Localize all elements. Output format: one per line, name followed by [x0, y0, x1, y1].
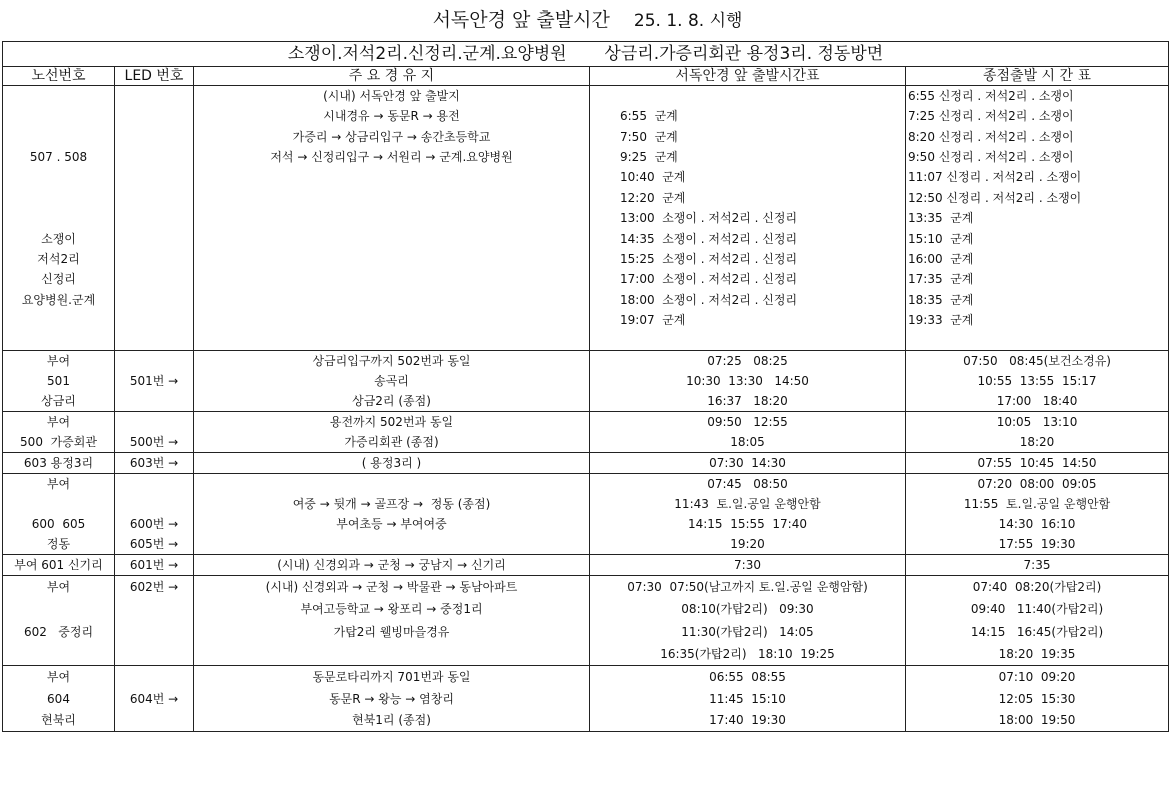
departure-cell: 7:30 — [590, 555, 906, 576]
led-cell — [115, 86, 194, 107]
terminal-cell: 07:50 08:45(보건소경유) — [906, 351, 1169, 372]
via-cell: 가증리 → 상금리입구 → 송간초등학교 — [194, 126, 590, 146]
route-cell: 501 — [3, 371, 115, 391]
page-title — [0, 8, 1175, 33]
rows-604 — [3, 666, 1169, 732]
route-cell: 현북리 — [3, 710, 115, 732]
header-row — [3, 67, 1169, 86]
table-row — [3, 534, 1169, 555]
table-row — [3, 167, 1169, 187]
departure-cell: 08:10(가탑2리) 09:30 — [590, 598, 906, 621]
departure-cell: 07:25 08:25 — [590, 351, 906, 372]
terminal-cell: 11:55 토.일.공일 운행안함 — [906, 494, 1169, 514]
departure-cell: 19:07 군계 — [590, 310, 906, 330]
led-cell — [115, 126, 194, 146]
departure-cell: 17:00 소쟁이 . 저석2리 . 신정리 — [590, 269, 906, 289]
terminal-cell: 10:55 13:55 15:17 — [906, 371, 1169, 391]
departure-cell: 16:35(가탑2리) 18:10 19:25 — [590, 643, 906, 666]
via-cell — [194, 249, 590, 269]
route-cell: 신정리 — [3, 269, 115, 289]
via-cell: ( 용정3리 ) — [194, 453, 590, 474]
led-cell — [115, 269, 194, 289]
departure-cell: 18:00 소쟁이 . 저석2리 . 신정리 — [590, 290, 906, 310]
via-cell: 동문R → 왕능 → 염창리 — [194, 688, 590, 710]
table-row — [3, 228, 1169, 248]
rows-500 — [3, 412, 1169, 453]
departure-cell: 07:45 08:50 — [590, 474, 906, 495]
table-row — [3, 310, 1169, 330]
terminal-cell: 8:20 신정리 . 저석2리 . 소쟁이 — [906, 126, 1169, 146]
header-terminal-times: 종점출발 시 간 표 — [906, 67, 1169, 86]
table-row — [3, 710, 1169, 732]
terminal-cell: 14:15 16:45(가탑2리) — [906, 621, 1169, 644]
via-cell: 상금2리 (종점) — [194, 391, 590, 412]
rows-501 — [3, 351, 1169, 412]
table-row — [3, 666, 1169, 688]
departure-cell — [590, 86, 906, 107]
route-cell: 정동 — [3, 534, 115, 555]
route-cell — [3, 126, 115, 146]
via-cell — [194, 474, 590, 495]
table-row — [3, 106, 1169, 126]
via-cell — [194, 310, 590, 330]
header-departure-times: 서독안경 앞 출발시간표 — [590, 67, 906, 86]
header-led-number: LED 번호 — [115, 67, 194, 86]
led-cell — [115, 188, 194, 208]
led-cell: 604번 → — [115, 688, 194, 710]
terminal-cell: 07:10 09:20 — [906, 666, 1169, 688]
route-cell: 부여 601 신기리 — [3, 555, 115, 576]
header-route-number: 노선번호 — [3, 67, 115, 86]
departure-cell: 07:30 07:50(남고까지 토.일.공일 운행암함) — [590, 576, 906, 599]
departure-cell: 10:30 13:30 14:50 — [590, 371, 906, 391]
led-cell — [115, 643, 194, 666]
terminal-cell: 18:20 — [906, 432, 1169, 453]
terminal-cell: 17:35 군계 — [906, 269, 1169, 289]
via-cell: (시내) 신경외과 → 군청 → 박물관 → 동남아파트 — [194, 576, 590, 599]
via-cell: 부여고등학교 → 왕포리 → 중정1리 — [194, 598, 590, 621]
route-cell: 부여 — [3, 412, 115, 433]
via-cell: 시내경유 → 동문R → 용전 — [194, 106, 590, 126]
terminal-cell: 09:40 11:40(가탑2리) — [906, 598, 1169, 621]
via-cell — [194, 534, 590, 555]
terminal-cell: 7:35 — [906, 555, 1169, 576]
terminal-cell: 18:20 19:35 — [906, 643, 1169, 666]
led-cell — [115, 666, 194, 688]
table-row — [3, 453, 1169, 474]
table-row — [3, 598, 1169, 621]
led-cell: 501번 → — [115, 371, 194, 391]
terminal-cell: 07:20 08:00 09:05 — [906, 474, 1169, 495]
direction-title: 소쟁이.저석2리.신정리.군계.요양병원 상금리.가증리회관 용정3리. 정동방면 — [3, 42, 1169, 67]
table-row — [3, 371, 1169, 391]
departure-cell: 19:20 — [590, 534, 906, 555]
rows-602 — [3, 576, 1169, 666]
departure-cell: 09:50 12:55 — [590, 412, 906, 433]
terminal-cell: 18:35 군계 — [906, 290, 1169, 310]
table-row — [3, 621, 1169, 644]
terminal-cell: 6:55 신정리 . 저석2리 . 소쟁이 — [906, 86, 1169, 107]
led-cell: 605번 → — [115, 534, 194, 555]
via-cell — [194, 228, 590, 248]
terminal-cell: 17:55 19:30 — [906, 534, 1169, 555]
terminal-cell: 19:33 군계 — [906, 310, 1169, 330]
effective-date: 25. 1. 8. 시행 — [633, 11, 743, 31]
led-cell — [115, 208, 194, 228]
via-cell — [194, 188, 590, 208]
terminal-cell: 10:05 13:10 — [906, 412, 1169, 433]
route-cell — [3, 643, 115, 666]
route-cell: 부여 — [3, 666, 115, 688]
via-cell: 용전까지 502번과 동일 — [194, 412, 590, 433]
via-cell: 현북1리 (종점) — [194, 710, 590, 732]
table-row — [3, 188, 1169, 208]
departure-cell: 9:25 군계 — [590, 147, 906, 167]
rows-507 — [3, 86, 1169, 351]
table-row — [3, 249, 1169, 269]
via-cell: 상금리입구까지 502번과 동일 — [194, 351, 590, 372]
route-cell — [3, 208, 115, 228]
route-cell: 소쟁이 — [3, 228, 115, 248]
via-cell: 동문로타리까지 701번과 동일 — [194, 666, 590, 688]
route-cell: 저석2리 — [3, 249, 115, 269]
via-cell: 저석 → 신정리입구 → 서원리 → 군계.요양병원 — [194, 147, 590, 167]
table-row — [3, 494, 1169, 514]
departure-cell: 13:00 소쟁이 . 저석2리 . 신정리 — [590, 208, 906, 228]
led-cell — [115, 249, 194, 269]
via-cell — [194, 269, 590, 289]
table-row — [3, 412, 1169, 433]
table-row — [3, 351, 1169, 372]
departure-cell: 16:37 18:20 — [590, 391, 906, 412]
via-cell: 가탑2리 웰빙마을경유 — [194, 621, 590, 644]
led-cell — [115, 621, 194, 644]
departure-cell: 6:55 군계 — [590, 106, 906, 126]
led-cell — [115, 330, 194, 350]
departure-cell: 17:40 19:30 — [590, 710, 906, 732]
route-cell: 602 중정리 — [3, 621, 115, 644]
departure-cell: 11:43 토.일.공일 운행안함 — [590, 494, 906, 514]
terminal-cell: 9:50 신정리 . 저석2리 . 소쟁이 — [906, 147, 1169, 167]
route-cell: 604 — [3, 688, 115, 710]
terminal-cell: 14:30 16:10 — [906, 514, 1169, 534]
via-cell — [194, 330, 590, 350]
route-cell: 부여 — [3, 576, 115, 599]
terminal-cell: 07:40 08:20(가탑2리) — [906, 576, 1169, 599]
led-cell — [115, 391, 194, 412]
route-cell — [3, 86, 115, 107]
table-row — [3, 432, 1169, 453]
departure-cell: 14:35 소쟁이 . 저석2리 . 신정리 — [590, 228, 906, 248]
led-cell — [115, 494, 194, 514]
led-cell — [115, 228, 194, 248]
led-cell — [115, 598, 194, 621]
route-cell: 500 가증회관 — [3, 432, 115, 453]
departure-cell: 10:40 군계 — [590, 167, 906, 187]
departure-cell: 18:05 — [590, 432, 906, 453]
via-cell: 부여초등 → 부여여중 — [194, 514, 590, 534]
table-row — [3, 391, 1169, 412]
departure-cell: 14:15 15:55 17:40 — [590, 514, 906, 534]
departure-cell: 11:30(가탑2리) 14:05 — [590, 621, 906, 644]
route-cell: 상금리 — [3, 391, 115, 412]
route-cell — [3, 310, 115, 330]
rows-600 — [3, 474, 1169, 555]
route-cell: 603 용정3리 — [3, 453, 115, 474]
table-row — [3, 555, 1169, 576]
table-row — [3, 688, 1169, 710]
table-row — [3, 290, 1169, 310]
led-cell — [115, 290, 194, 310]
route-cell: 요양병원.군계 — [3, 290, 115, 310]
table-row — [3, 330, 1169, 350]
table-row — [3, 86, 1169, 107]
route-cell — [3, 106, 115, 126]
title-text: 서독안경 앞 출발시간 — [432, 9, 610, 31]
route-cell: 507 . 508 — [3, 147, 115, 167]
direction-row — [3, 42, 1169, 67]
led-cell — [115, 147, 194, 167]
terminal-cell: 18:00 19:50 — [906, 710, 1169, 732]
route-cell: 600 605 — [3, 514, 115, 534]
terminal-cell: 15:10 군계 — [906, 228, 1169, 248]
led-cell: 500번 → — [115, 432, 194, 453]
via-cell: 여중 → 뒷개 → 골프장 → 정동 (종점) — [194, 494, 590, 514]
led-cell: 600번 → — [115, 514, 194, 534]
terminal-cell: 16:00 군계 — [906, 249, 1169, 269]
departure-cell: 15:25 소쟁이 . 저석2리 . 신정리 — [590, 249, 906, 269]
timetable — [2, 41, 1169, 732]
via-cell: (시내) 서독안경 앞 출발지 — [194, 86, 590, 107]
departure-cell: 11:45 15:10 — [590, 688, 906, 710]
route-cell — [3, 188, 115, 208]
header-main-stops: 주 요 경 유 지 — [194, 67, 590, 86]
route-cell — [3, 167, 115, 187]
departure-cell: 12:20 군계 — [590, 188, 906, 208]
table-row — [3, 576, 1169, 599]
table-row — [3, 474, 1169, 495]
led-cell — [115, 167, 194, 187]
via-cell — [194, 290, 590, 310]
via-cell: 가증리회관 (종점) — [194, 432, 590, 453]
route-cell: 부여 — [3, 351, 115, 372]
departure-cell: 7:50 군계 — [590, 126, 906, 146]
table-row — [3, 514, 1169, 534]
led-cell — [115, 106, 194, 126]
via-cell — [194, 167, 590, 187]
terminal-cell: 07:55 10:45 14:50 — [906, 453, 1169, 474]
led-cell — [115, 351, 194, 372]
led-cell — [115, 474, 194, 495]
led-cell — [115, 310, 194, 330]
terminal-cell: 12:50 신정리 . 저석2리 . 소쟁이 — [906, 188, 1169, 208]
led-cell — [115, 710, 194, 732]
terminal-cell: 13:35 군계 — [906, 208, 1169, 228]
route-cell — [3, 494, 115, 514]
table-row — [3, 208, 1169, 228]
terminal-cell — [906, 330, 1169, 350]
departure-cell: 07:30 14:30 — [590, 453, 906, 474]
via-cell: 송곡리 — [194, 371, 590, 391]
terminal-cell: 12:05 15:30 — [906, 688, 1169, 710]
led-cell: 601번 → — [115, 555, 194, 576]
table-row — [3, 643, 1169, 666]
terminal-cell: 11:07 신정리 . 저석2리 . 소쟁이 — [906, 167, 1169, 187]
terminal-cell: 7:25 신정리 . 저석2리 . 소쟁이 — [906, 106, 1169, 126]
route-cell: 부여 — [3, 474, 115, 495]
led-cell: 603번 → — [115, 453, 194, 474]
route-cell — [3, 330, 115, 350]
route-cell — [3, 598, 115, 621]
table-row — [3, 126, 1169, 146]
departure-cell — [590, 330, 906, 350]
departure-cell: 06:55 08:55 — [590, 666, 906, 688]
via-cell — [194, 208, 590, 228]
table-row — [3, 269, 1169, 289]
via-cell: (시내) 신경외과 → 군청 → 궁남지 → 신기리 — [194, 555, 590, 576]
led-cell — [115, 412, 194, 433]
via-cell — [194, 643, 590, 666]
table-row — [3, 147, 1169, 167]
terminal-cell: 17:00 18:40 — [906, 391, 1169, 412]
led-cell: 602번 → — [115, 576, 194, 599]
